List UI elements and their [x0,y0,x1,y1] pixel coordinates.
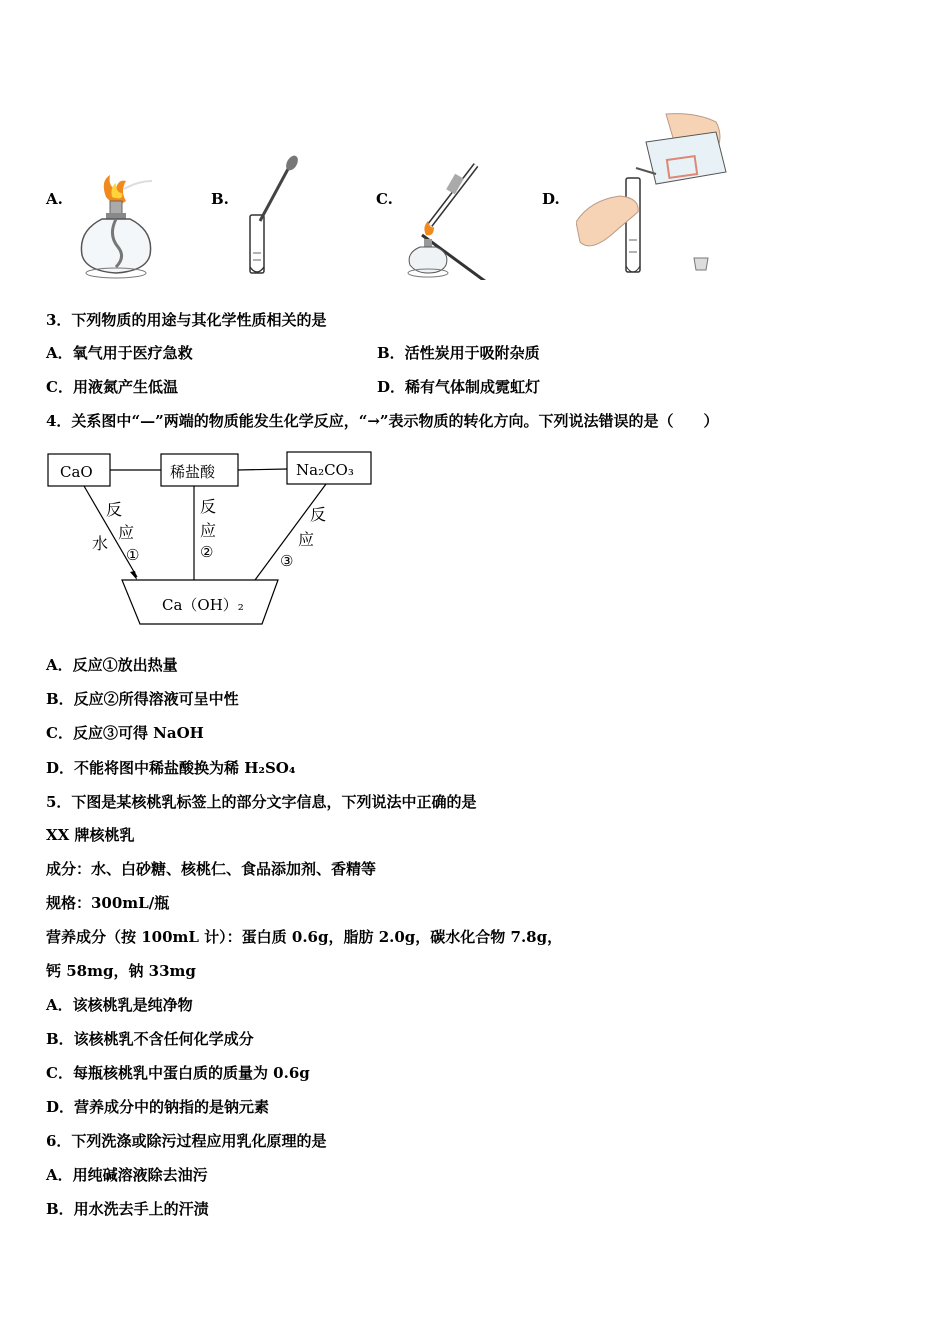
q6-stem: 6．下列洗涤或除污过程应用乳化原理的是 [46,1132,327,1150]
q5-option-c: C．每瓶核桃乳中蛋白质的质量为 0.6g [46,1064,310,1082]
edge3-label-1: 反 [310,505,327,524]
q5-option-d: D．营养成分中的钠指的是钠元素 [46,1098,270,1116]
node-caoh2: Ca（OH）₂ [162,596,244,614]
edge1-label-2: 应 [118,523,135,542]
node-cao: CaO [60,463,93,481]
q5-label-line-5: 钙 58mg，钠 33mg [46,962,196,980]
q3-option-d: D．稀有气体制成霓虹灯 [377,378,541,396]
edge1-label-1: 反 [106,500,123,519]
q5-label-line-1: XX 牌核桃乳 [46,826,135,844]
heating-test-tube-icon [400,155,525,280]
q5-label-line-4: 营养成分（按 100mL 计）：蛋白质 0.6g，脂肪 2.0g，碳水化合物 7.8g， [46,928,563,946]
edge2-label-2: 应 [200,521,217,540]
q4-option-a: A．反应①放出热量 [46,656,178,674]
edge2-label-1: 反 [200,497,217,516]
q6-option-b: B．用水洗去手上的汗渍 [46,1200,209,1218]
option-d-label: D. [542,190,560,208]
q6-option-a: A．用纯碱溶液除去油污 [46,1166,208,1184]
q3-stem: 3．下列物质的用途与其化学性质相关的是 [46,311,327,329]
alcohol-lamp-icon [72,175,162,280]
reaction-relationship-diagram [44,450,384,635]
edge3-label-2: 应 [298,530,315,549]
option-b-label: B. [211,190,229,208]
q3-option-a: A．氧气用于医疗急救 [46,344,193,362]
edge2-label-3: ② [200,543,214,561]
node-hcl: 稀盐酸 [170,463,216,481]
dropper-test-tube-icon [240,155,310,280]
option-c-label: C. [376,190,393,208]
edge3-label-3: ③ [280,552,294,570]
edge1-label-3: ① [126,546,140,564]
pouring-liquid-icon [576,112,746,282]
q4-option-b: B．反应②所得溶液可呈中性 [46,690,239,708]
option-a-label: A. [46,190,63,208]
q3-option-c: C．用液氮产生低温 [46,378,178,396]
q5-stem: 5．下图是某核桃乳标签上的部分文字信息，下列说法中正确的是 [46,793,477,811]
q4-option-c: C．反应③可得 NaOH [46,724,204,742]
q5-option-b: B．该核桃乳不含任何化学成分 [46,1030,254,1048]
edge1-side-label: 水 [92,534,109,553]
q4-stem: 4．关系图中“—”两端的物质能发生化学反应，“→”表示物质的转化方向。下列说法错误的是（ ） [46,412,719,430]
q4-option-d: D．不能将图中稀盐酸换为稀 H₂SO₄ [46,759,296,777]
q5-label-line-2: 成分：水、白砂糖、核桃仁、食品添加剂、香精等 [46,860,377,878]
q5-label-line-3: 规格：300mL/瓶 [46,894,170,912]
q5-option-a: A．该核桃乳是纯净物 [46,996,193,1014]
q3-option-b: B．活性炭用于吸附杂质 [377,344,540,362]
node-na2co3: Na₂CO₃ [296,461,354,479]
